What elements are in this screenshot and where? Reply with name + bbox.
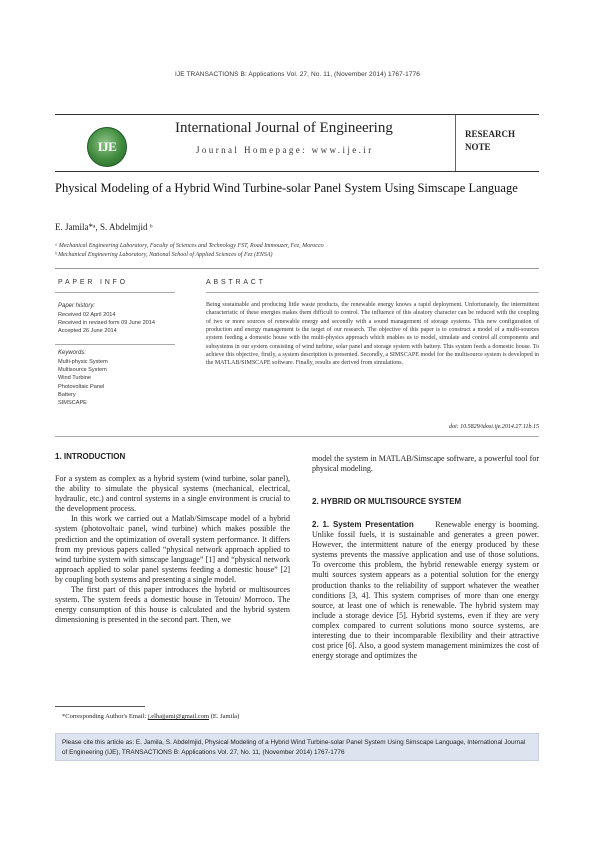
history-list — [58, 311, 155, 336]
paper-title: Physical Modeling of a Hybrid Wind Turbine-solar Panel System Using Simscape Language — [55, 181, 518, 195]
info-rule-mid — [55, 344, 175, 345]
doi: doi: 10.5829/idosi.ije.2014.27.11b.15 — [448, 424, 539, 430]
affiliation-b: ᵇ Mechanical Engineering Laboratory, National School of Applied Sciences of Fez (ENSA) — [55, 252, 273, 258]
citation-box — [55, 733, 539, 761]
body-column-right-lower — [312, 520, 539, 661]
footnote-rule — [55, 706, 145, 707]
journal-logo — [87, 127, 127, 167]
body-paragraph: For a system as complex as a hybrid system (wind turbine, solar panel), the ability to simulate the physical systems (mechanical, electrical, hydraulic, etc.) and control systems in a single environment is crucial to the development process. — [55, 474, 290, 514]
masthead-rule-bottom — [55, 171, 539, 172]
keyword-item: SIMSCAPE — [58, 400, 87, 407]
keywords-list — [58, 358, 108, 407]
body-column-left — [55, 474, 290, 625]
paper-info-heading: PAPER INFO — [58, 279, 128, 286]
journal-homepage: Journal Homepage: www.ije.ir — [196, 145, 374, 155]
keyword-item: Multi-physic System — [58, 359, 108, 365]
info-rule — [55, 292, 175, 293]
keyword-item: Photovoltaic Panel — [58, 383, 105, 390]
abstract-text: Being sustainable and producing little waste products, the renewable energy knows a rapid deployment. Unfortunately, the intermittent characteristic of these energies makes them difficult to control. The influence of this aleatory character can be reduced with the coupling of two or more sources of renewable energy and secondly with a sound management of storage systems. This new configuration of production and energy management is the target of our research. The objective of this paper is to construct a model of a multi-sources system feeding a domestic house with the multi-physics approach which enables us to model, simulate and control all components and subsystems in our system consisting of wind turbine, solar panel and storage system with battery. This system feeds a domestic house. To achieve this objective, firstly, a system description is presented. Secondly, a SIMSCAPE model for the multisource system is developed in the MATLAB/SIMSCAPE software. Finally, results are derived from simulations. — [206, 302, 539, 367]
info-rule-bottom — [55, 436, 539, 437]
journal-title: International Journal of Engineering — [175, 120, 393, 136]
abstract-rule — [206, 292, 539, 293]
keywords-label: Keywords: — [58, 350, 87, 356]
keyword-item: Wind Turbine — [58, 375, 91, 382]
article-type-line1: RESEARCH — [465, 129, 516, 139]
keyword-item: Multisource System — [58, 367, 107, 374]
history-item: Received in revised form 09 June 2014 — [58, 320, 156, 327]
running-header: IJE TRANSACTIONS B: Applications Vol. 27, No. 11, (November 2014) 1767-1776 — [175, 71, 420, 78]
body-column-right — [312, 454, 539, 474]
article-type — [465, 128, 515, 154]
history-item: Received 02 April 2014 — [58, 312, 116, 318]
masthead-divider — [455, 115, 456, 171]
abstract-heading: ABSTRACT — [206, 279, 266, 286]
masthead-rule-top — [55, 114, 539, 115]
info-rule-top — [55, 268, 539, 269]
body-paragraph: In this work we carried out a Matlab/Simscape model of a hybrid system (photovoltaic panel, wind turbine) which makes possible the prediction and the optimization of overall system performance. It differs from my previous papers called “physical network approach applied to wind turbine system with simscape language” [1] and “physical network approach applied to solar panel systems feeding a domestic house” [2] by coupling both systems and presenting a single model. — [55, 514, 290, 584]
body-paragraph: The first part of this paper introduces the hybrid or multisources system. The system feeds a domestic house in Tetouin/ Morroco. The energy consumption of this house is calculated and the hybrid system dimensioning is presented in the second part. Then, we — [55, 585, 290, 625]
history-label: Paper history: — [58, 303, 96, 309]
history-item: Accepted 26 June 2014 — [58, 328, 117, 335]
article-type-line2: NOTE — [465, 142, 491, 152]
author-email-link[interactable]: j.elhajjami@gmail.com — [147, 713, 210, 720]
footnote-prefix: *Corresponding Author's Email: — [62, 713, 148, 720]
authors: E. Jamila*ᵃ, S. Abdelmjid ᵇ — [55, 222, 153, 232]
citation-text: Please cite this article as: E. Jamila, S. Abdelmjid, Physical Modeling of a Hybrid Wind Turbine-solar Panel System Using Simscape Language, International Journal of Engineering (IJE), TRANSACTIONS B: Applications Vol. 27, No. 11, (November 2014) 1767-1776 — [62, 739, 526, 756]
footnote-suffix: (E. Jamila) — [209, 713, 240, 720]
body-paragraph: model the system in MATLAB/Simscape software, a powerful tool for physical modeling. — [312, 454, 539, 474]
section-heading-introduction: 1. INTRODUCTION — [55, 452, 126, 461]
logo-text: IJE — [97, 139, 117, 154]
section-heading-hybrid: 2. HYBRID OR MULTISOURCE SYSTEM — [312, 497, 462, 506]
subsection-heading: 2. 1. System Presentation — [312, 520, 414, 529]
affiliation-a: ᵃ Mechanical Engineering Laboratory, Faculty of Sciences and Technology FST, Road Immouzer, Fez, Morocco — [55, 243, 324, 249]
body-paragraph: Renewable energy is booming. Unlike fossil fuels, it is sustainable and generates a green power. However, the intermittent nature of the energy produced by these systems prevents the massive application and use of those solutions. To overcome this problem, the hybrid renewable energy system or multi sources system appears as a potential solution for the energy production thanks to the reliability of support whatever the weather conditions [3, 4]. This system comprises of more than one energy source, at least one of which is renewable. The hybrid system may include a storage device [5]. Hybrid systems, even if they are very complex compared to current solutions mono source systems, are interesting due to their incomparable flexibility and their attractive cost price [6]. Also, a good system management minimizes the cost of energy storage and optimizes the — [312, 520, 540, 661]
keyword-item: Battery — [58, 391, 76, 398]
footnote — [62, 713, 239, 720]
